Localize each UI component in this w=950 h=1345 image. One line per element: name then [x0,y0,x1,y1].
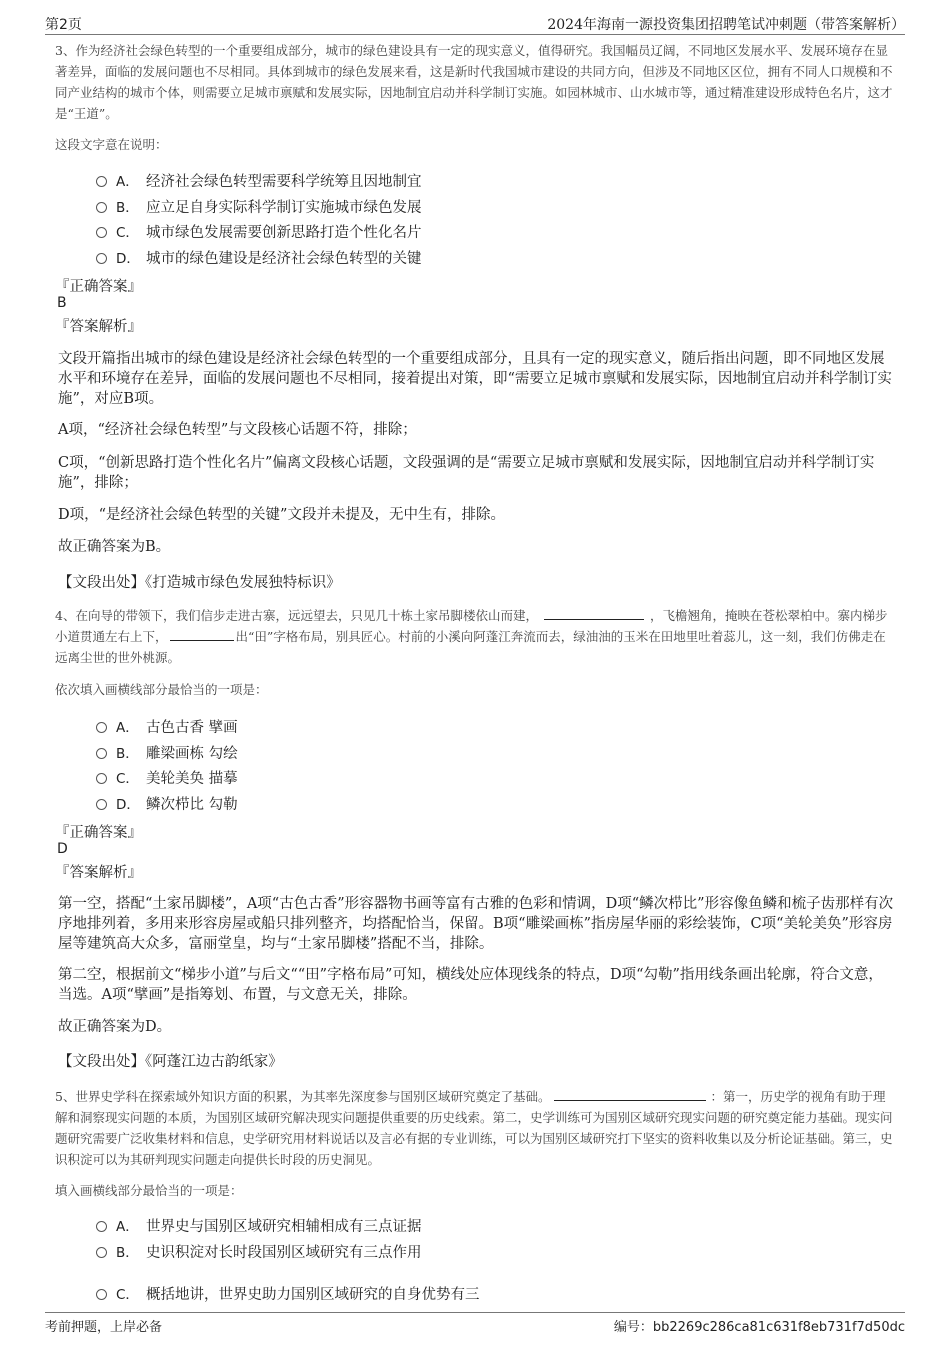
question-4-analysis-2: 第二空，根据前文“梯步小道”与后文““田”字格布局”可知，横线处应体现线条的特点，D项“勾勒”指用线条画出轮廓，符合文意，当选。A项“擘画”是指筹划、布置，与文意无关，排除。 [58,967,883,1003]
question-4-option-b[interactable]: B． 雕梁画栋 勾绘 [96,742,238,764]
page-number: 第2页 [45,17,82,33]
question-4-prompt: 依次填入画横线部分最恰当的一项是： [55,682,268,697]
question-3-analysis-5: 故正确答案为B。 [58,539,171,555]
radio-icon[interactable] [96,253,107,264]
question-3-option-d[interactable]: D． 城市的绿色建设是经济社会绿色转型的关键 [96,247,422,269]
radio-icon[interactable] [96,227,107,238]
question-4-answer: D [57,841,68,857]
question-3-option-b[interactable]: B． 应立足自身实际科学制订实施城市绿色发展 [96,196,422,218]
question-5-prompt: 填入画横线部分最恰当的一项是： [55,1183,243,1198]
question-3-analysis-3: C项，“创新思路打造个性化名片”偏离文段核心话题，文段强调的是“需要立足城市禀赋和发展实际，因地制宜启动并科学制订实施”，排除； [58,455,875,491]
question-3-source: 【文段出处】《打造城市绿色发展独特标识》 [58,575,341,591]
question-5-option-c[interactable]: C． 概括地讲，世界史助力国别区域研究的自身优势有三 [96,1283,480,1305]
radio-icon[interactable] [96,1247,107,1258]
question-5-option-a[interactable]: A． 世界史与国别区域研究相辅相成有三点证据 [96,1215,422,1237]
question-3-option-c[interactable]: C． 城市绿色发展需要创新思路打造个性化名片 [96,221,422,243]
page-header [45,12,905,35]
fill-blank-2[interactable] [170,628,234,641]
question-3-answer: B [57,295,67,311]
question-4-analysis-3: 故正确答案为D。 [58,1019,172,1035]
question-4-analysis-label: 『答案解析』 [55,865,142,881]
fill-blank-1[interactable] [544,607,644,620]
question-4-option-c[interactable]: C． 美轮美奂 描摹 [96,767,238,789]
question-4-source: 【文段出处】《阿蓬江边古韵纸家》 [58,1054,283,1070]
question-5-text: 5、世界史学科在探索域外知识方面的积累，为其率先深度参与国别区域研究奠定了基础。 ：第一，历史学的视角有助于理解和洞察现实问题的本质，为国别区域研究解决现实问题提供重要的历史线索。第二，史学训练可为国别区域研究现实问题的研究奠定能力基础。现实问题研究需要广泛收集材料和信息，史学研究用材料说话以及言必有据的专业训练，可以为国别区域研究打下坚实的资料收集以及分析论证基础。第三，史识积淀可以为其研判现实问题走向提供长时段的历史洞见。 [55,1089,893,1167]
question-3-option-a[interactable]: A． 经济社会绿色转型需要科学统筹且因地制宜 [96,170,422,192]
footer-slogan: 考前押题，上岸必备 [45,1320,163,1335]
question-3-analysis-label: 『答案解析』 [55,319,142,335]
radio-icon[interactable] [96,176,107,187]
question-3-prompt: 这段文字意在说明： [55,137,168,152]
radio-icon[interactable] [96,1289,107,1300]
document-title: 2024年海南一源投资集团招聘笔试冲刺题（带答案解析） [547,17,905,33]
page-footer [45,1312,905,1335]
question-4-text: 4、在向导的带领下，我们信步走进古寨，远远望去，只见几十栋土家吊脚楼依山而建， ，飞檐翘角，掩映在苍松翠柏中。寨内梯步小道贯通左右上下， 出“田”字格布局，别具匠心。村前的小溪向阿蓬江奔流而去，绿油油的玉米在田地里吐着蕊儿，这一刻，我们仿佛走在远离尘世的世外桃源。 [55,608,888,665]
question-3-analysis-2: A项，“经济社会绿色转型”与文段核心话题不符，排除； [58,422,417,438]
question-4-option-a[interactable]: A． 古色古香 擘画 [96,716,238,738]
question-3-answer-label: 『正确答案』 [55,279,142,295]
radio-icon[interactable] [96,748,107,759]
question-4-analysis-1: 第一空，搭配“土家吊脚楼”，A项“古色古香”形容器物书画等富有古雅的色彩和情调，D项“鳞次栉比”形容像鱼鳞和梳子齿那样有次序地排列着，多用来形容房屋或船只排列整齐，均搭配恰当，保留。B项“雕梁画栋”指房屋华丽的彩绘装饰，C项“美轮美奂”形容房屋等建筑高大众多，富丽堂皇，均与“土家吊脚楼”搭配不当，排除。 [58,896,894,952]
radio-icon[interactable] [96,773,107,784]
question-4-option-d[interactable]: D． 鳞次栉比 勾勒 [96,793,238,815]
question-3-text: 3、作为经济社会绿色转型的一个重要组成部分，城市的绿色建设具有一定的现实意义，值得研究。我国幅员辽阔，不同地区发展水平、发展环境存在显著差异，面临的发展问题也不尽相同。具体到城市的绿色发展来看，这是新时代我国城市建设的共同方向，但涉及不同地区区位，拥有不同人口规模和不同产业结构的城市个体，则需要立足城市禀赋和发展实际，因地制宜启动并科学制订实施。如园林城市、山水城市等，通过精准建设形成特色名片，这才是“王道”。 [55,43,893,121]
question-3-analysis-4: D项，“是经济社会绿色转型的关键”文段并未提及，无中生有，排除。 [58,507,505,523]
question-4-answer-label: 『正确答案』 [55,825,142,841]
document-id: 编号：bb2269c286ca81c631f8eb731f7d50dc [613,1320,905,1335]
fill-blank-3[interactable] [554,1088,706,1101]
question-5-option-b[interactable]: B． 史识积淀对长时段国别区域研究有三点作用 [96,1241,422,1263]
radio-icon[interactable] [96,202,107,213]
radio-icon[interactable] [96,722,107,733]
question-3-analysis-1: 文段开篇指出城市的绿色建设是经济社会绿色转型的一个重要组成部分，且具有一定的现实意义，随后指出问题，即不同地区发展水平和环境存在差异，面临的发展问题也不尽相同，接着提出对策，即“需要立足城市禀赋和发展实际，因地制宜启动并科学制订实施”，对应B项。 [58,351,892,407]
radio-icon[interactable] [96,799,107,810]
radio-icon[interactable] [96,1221,107,1232]
